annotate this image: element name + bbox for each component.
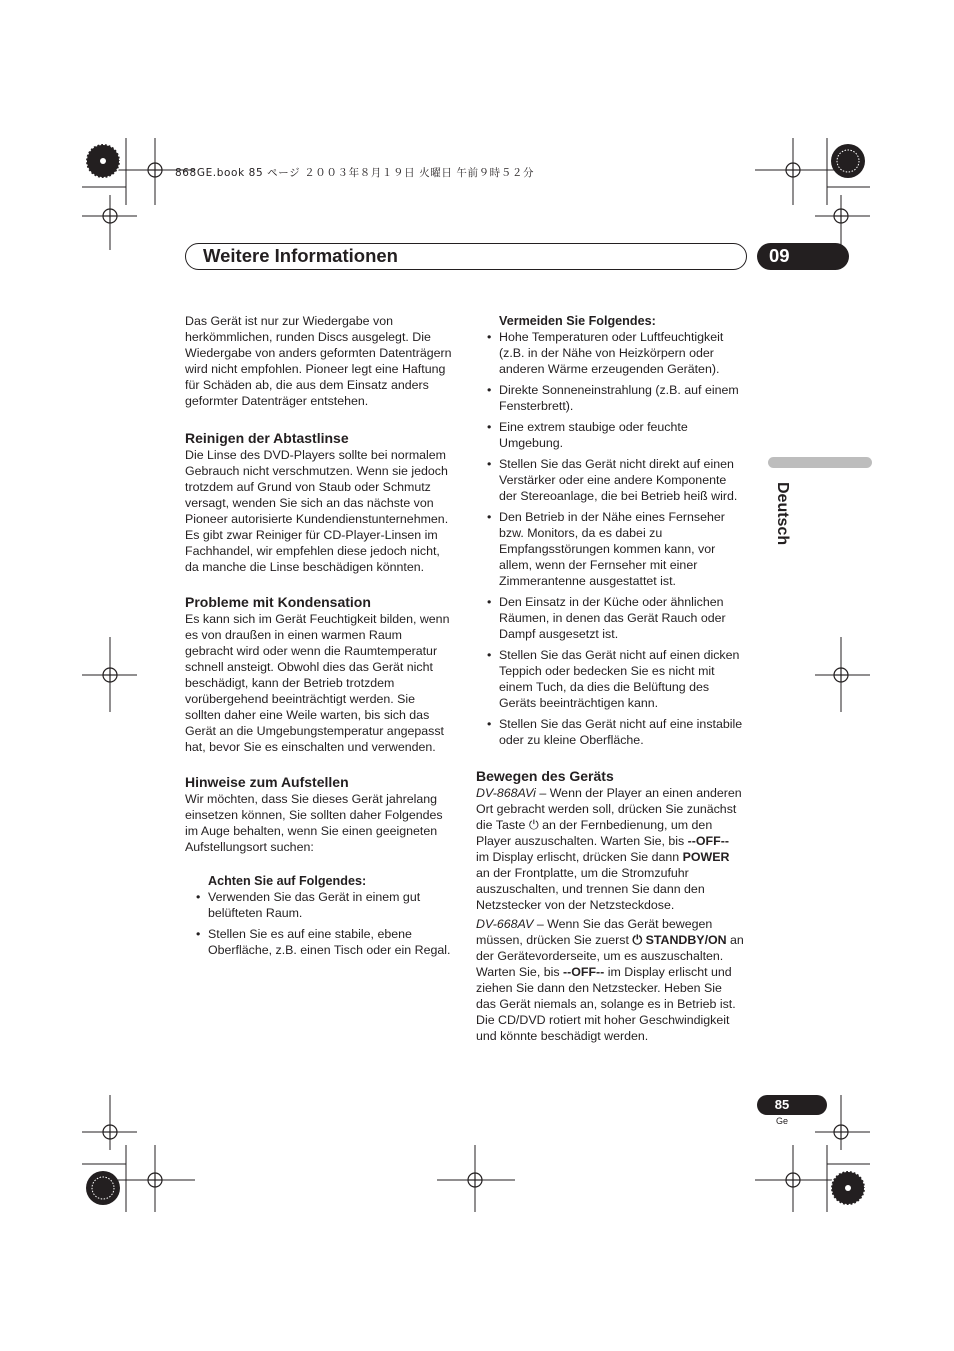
placement-text: Wir möchten, dass Sie dieses Gerät jahrelang einsetzen können, Sie sollten daher Folgendes im Auge behalten, wenn Sie einen geeigneten Aufstellungsort suchen:: [185, 792, 443, 854]
file-header: 868GE.book 85 ページ ２００３年８月１９日 火曜日 午前９時５２分: [175, 167, 535, 179]
list-item: • Stellen Sie das Gerät nicht auf einen dicken Teppich oder bedecken Sie es nicht mit einem Tuch, da dies die Belüftung des Geräts beeinträchtigen kann.: [499, 647, 744, 711]
text-run: an der Gerätevorderseite, um es auszuschalten. Warten Sie, bis: [476, 933, 744, 979]
display-off-text: --OFF--: [687, 834, 729, 848]
power-key-label: POWER: [682, 850, 730, 864]
heading-moving: Bewegen des Geräts: [476, 768, 614, 784]
text-run: – Wenn Sie das Gerät bewegen müssen, drücken Sie zuerst: [476, 917, 713, 947]
text-run: an der Frontplatte, um die Stromzufuhr auszuschalten, und trennen Sie dann den Netzstecker von der Netzsteckdose.: [476, 866, 705, 912]
list-item: • Den Einsatz in der Küche oder ähnlichen Räumen, in denen das Gerät Rauch oder Dampf ausgesetzt ist.: [499, 594, 744, 642]
language-tab-bar: [768, 457, 872, 468]
subheading-avoid: Vermeiden Sie Folgendes:: [499, 314, 656, 328]
list-item: • Verwenden Sie das Gerät in einem gut belüfteten Raum.: [208, 889, 453, 921]
condensation-text: Es kann sich im Gerät Feuchtigkeit bilden, wenn es von draußen in einen warmen Raum gebracht wird oder wenn die Raumtemperatur schnell ansteigt. Obwohl dies das Gerät nicht beschädigt, kann der Betrieb trotzdem vorübergehend beeinträchtigt werden. Sie sollten daher eine Weile warten, bis sich das Gerät an die Umgebungstemperatur angepasst hat, bevor Sie es einschalten und verwenden.: [185, 612, 450, 754]
text-run: an der Fernbedienung, um den Player auszuschalten. Warten Sie, bis: [476, 818, 713, 848]
model-name: DV-868AVi: [476, 786, 536, 800]
display-off-text: --OFF--: [563, 965, 605, 979]
heading-placement: Hinweise zum Aufstellen: [185, 774, 349, 790]
power-icon: ⏻: [632, 933, 646, 947]
moving-paragraph-868: [476, 785, 744, 913]
heading-condensation: Probleme mit Kondensation: [185, 594, 371, 610]
subheading-pay-attention: Achten Sie auf Folgendes:: [208, 874, 367, 888]
lens-cleaning-text: Die Linse des DVD-Players sollte bei normalem Gebrauch nicht verschmutzen. Wenn sie jedoch trotzdem auf Grund von Staub oder Schmutz versagt, wenden Sie sich an das nächste von Pioneer autorisierte Kundendienstunternehmen. Es gibt zwar Reiniger für CD-Player-Linsen im Fachhandel, wir empfehlen diese jedoch nicht, da manche die Linse beschädigen könnten.: [185, 448, 449, 574]
list-item: • Stellen Sie das Gerät nicht direkt auf einen Verstärker oder eine andere Komponente der Stereoanlage, die bei Betrieb heiß wird.: [499, 456, 744, 504]
moving-paragraph-668: [476, 916, 744, 1044]
list-item: • Den Betrieb in der Nähe eines Fernseher bzw. Monitors, da es dabei zu Empfangsstörungen kommen kann, vor allem, wenn der Fernseher mit einer Zimmerantenne ausgestattet ist.: [499, 509, 744, 589]
power-icon: ⏻: [528, 818, 539, 832]
heading-lens-cleaning: Reinigen der Abtastlinse: [185, 430, 349, 446]
chapter-number: 09: [769, 245, 790, 266]
list-item: • Stellen Sie es auf eine stabile, ebene Oberfläche, z.B. einen Tisch oder ein Regal.: [208, 926, 453, 958]
text-run: im Display erlischt, drücken Sie dann: [476, 850, 683, 864]
left-column: [185, 313, 453, 958]
right-column: [476, 313, 744, 1044]
model-name: DV-668AV: [476, 917, 534, 931]
text-run: im Display erlischt und ziehen Sie dann den Netzstecker. Heben Sie das Gerät niemals an, solange es in Betrieb ist. Die CD/DVD rotiert mit hoher Geschwindigkeit und könnte beschädigt werden.: [476, 965, 736, 1043]
list-item: • Direkte Sonneneinstrahlung (z.B. auf einem Fensterbrett).: [499, 382, 744, 414]
section-title: Weitere Informationen: [203, 245, 398, 266]
page-number: 85: [774, 1097, 790, 1112]
standby-key-label: STANDBY/ON: [645, 933, 727, 947]
page-language-code: Ge: [775, 1116, 788, 1126]
list-item: • Stellen Sie das Gerät nicht auf eine instabile oder zu kleine Oberfläche.: [499, 716, 744, 748]
language-tab-label: Deutsch: [774, 482, 791, 546]
list-item: • Eine extrem staubige oder feuchte Umgebung.: [499, 419, 744, 451]
list-item: • Hohe Temperaturen oder Luftfeuchtigkeit (z.B. in der Nähe von Heizkörpern oder anderen Wärme erzeugenden Geräten).: [499, 329, 744, 377]
text-run: – Wenn der Player an einen anderen Ort gebracht werden soll, drücken Sie zunächst die Taste: [476, 786, 742, 832]
intro-paragraph: Das Gerät ist nur zur Wiedergabe von herkömmlichen, runden Discs ausgelegt. Die Wiedergabe von anders geformten Datenträgern wird nicht empfohlen. Pioneer legt eine Haftung für Schäden ab, die aus dem Einsatz anders geformter Datenträger entstehen.: [185, 314, 452, 408]
